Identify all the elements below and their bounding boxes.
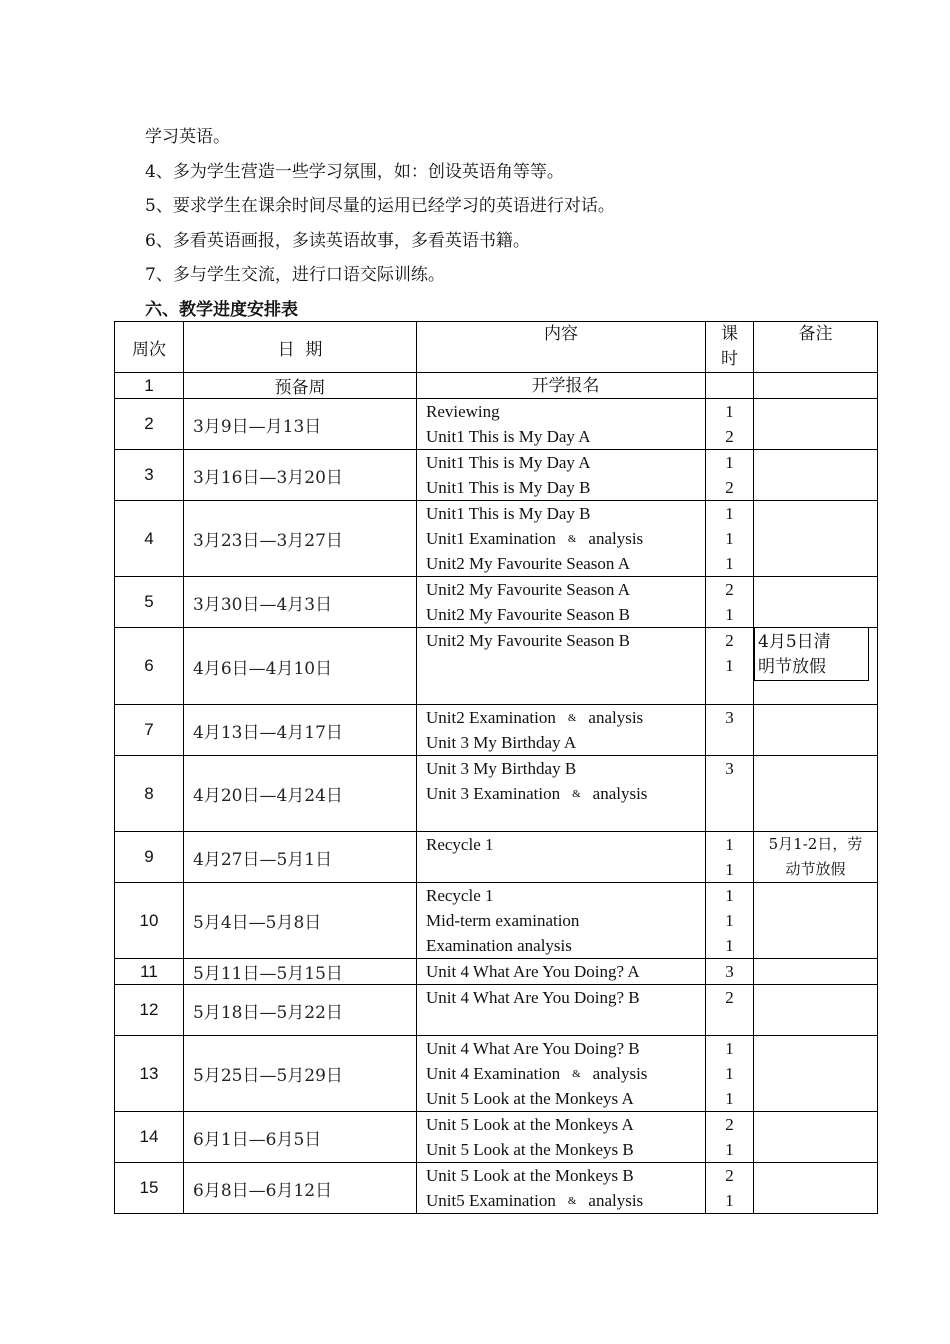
hours-line: 1 [725, 1191, 734, 1210]
content-line: Unit 4 Examination & analysis [426, 1064, 648, 1083]
hours-line: 1 [725, 886, 734, 905]
content-line: Reviewing [426, 402, 500, 421]
note-line: 动节放假 [785, 860, 846, 878]
content-line: Unit1 This is My Day A [426, 453, 591, 472]
table-row [115, 985, 878, 1036]
week-cell: 4 [115, 501, 184, 577]
note-cell [754, 399, 878, 450]
hours-line: 1 [725, 605, 734, 624]
content-line: Unit2 My Favourite Season B [426, 605, 630, 624]
hours-line: 1 [725, 1089, 734, 1108]
date-cell: 4月27日—5月1日 [184, 832, 417, 883]
hours-cell [706, 399, 754, 450]
week-cell: 10 [115, 883, 184, 959]
table-row [115, 1036, 878, 1112]
content-line: Unit 5 Look at the Monkeys A [426, 1115, 634, 1134]
hours-line: 1 [725, 656, 734, 675]
note-line: 5月1-2日，劳 [768, 835, 863, 853]
content-line: Recycle 1 [426, 886, 494, 905]
note-line: 明节放假 [758, 657, 826, 677]
content-line: Unit 4 What Are You Doing? B [426, 988, 640, 1007]
header-note: 备注 [754, 322, 878, 373]
table-row [115, 373, 878, 399]
note-cell [754, 1163, 878, 1214]
hours-line: 1 [725, 936, 734, 955]
hours-cell [706, 577, 754, 628]
hours-cell [706, 985, 754, 1036]
note-cell [754, 450, 878, 501]
hours-line: 3 [725, 708, 734, 727]
date-cell: 4月6日—4月10日 [184, 628, 417, 705]
content-cell [417, 577, 706, 628]
content-line: Unit2 My Favourite Season A [426, 580, 630, 599]
hours-cell [706, 705, 754, 756]
hours-cell [706, 832, 754, 883]
content-cell [417, 705, 706, 756]
hours-line: 1 [725, 529, 734, 548]
table-row [115, 756, 878, 832]
date-cell: 5月18日—5月22日 [184, 985, 417, 1036]
content-line: Unit 3 My Birthday A [426, 733, 577, 752]
hours-cell [706, 373, 754, 399]
date-cell: 4月20日—4月24日 [184, 756, 417, 832]
table-row [115, 577, 878, 628]
hours-line: 1 [725, 1064, 734, 1083]
table-row [115, 628, 878, 705]
content-line: Mid-term examination [426, 911, 580, 930]
hours-line: 1 [725, 402, 734, 421]
content-line: Unit 5 Look at the Monkeys B [426, 1166, 634, 1185]
date-cell: 5月11日—5月15日 [184, 959, 417, 985]
note-cell [754, 501, 878, 577]
hours-line: 2 [725, 478, 734, 497]
hours-cell [706, 450, 754, 501]
note-cell [754, 628, 878, 705]
table-row [115, 1163, 878, 1214]
hours-line: 1 [725, 1140, 734, 1159]
ampersand-glyph: & [572, 788, 581, 800]
table-row [115, 450, 878, 501]
note-cell [754, 373, 878, 399]
date-cell: 5月25日—5月29日 [184, 1036, 417, 1112]
content-line: Unit1 This is My Day B [426, 478, 591, 497]
content-line: Unit 4 What Are You Doing? A [426, 962, 640, 981]
note-cell [754, 959, 878, 985]
header-hours: 课 时 [706, 322, 754, 373]
header-row [115, 322, 878, 373]
note-cell [754, 883, 878, 959]
header-content: 内容 [417, 322, 706, 373]
content-line: Unit 5 Look at the Monkeys B [426, 1140, 634, 1159]
hours-cell [706, 756, 754, 832]
content-cell [417, 501, 706, 577]
hours-line: 2 [725, 427, 734, 446]
date-cell: 4月13日—4月17日 [184, 705, 417, 756]
table-row [115, 1112, 878, 1163]
content-cell [417, 832, 706, 883]
paragraph: 学习英语。 [145, 127, 230, 147]
hours-cell [706, 959, 754, 985]
content-cell [417, 399, 706, 450]
ampersand-glyph: & [572, 1068, 581, 1080]
content-cell [417, 985, 706, 1036]
content-line: Unit1 This is My Day A [426, 427, 591, 446]
note-cell [754, 756, 878, 832]
date-cell: 3月16日—3月20日 [184, 450, 417, 501]
ampersand-glyph: & [567, 712, 577, 724]
hours-line: 2 [725, 988, 734, 1007]
content-line: Recycle 1 [426, 835, 494, 854]
date-cell: 预备周 [184, 373, 417, 399]
hours-line: 2 [725, 1115, 734, 1134]
content-cell [417, 959, 706, 985]
date-cell: 3月9日—月13日 [184, 399, 417, 450]
table-row [115, 399, 878, 450]
content-line: Unit1 Examination & analysis [426, 529, 644, 548]
note-line: 4月5日清 [758, 632, 831, 652]
date-cell: 5月4日—5月8日 [184, 883, 417, 959]
hours-cell [706, 1112, 754, 1163]
content-line: Unit 3 My Birthday B [426, 759, 577, 778]
note-cell [754, 832, 878, 883]
content-cell [417, 628, 706, 705]
week-cell: 5 [115, 577, 184, 628]
hours-line: 3 [725, 759, 734, 778]
date-cell: 3月23日—3月27日 [184, 501, 417, 577]
content-line: Unit 4 What Are You Doing? B [426, 1039, 640, 1058]
content-line: Unit2 My Favourite Season B [426, 631, 630, 650]
week-cell: 6 [115, 628, 184, 705]
week-cell: 14 [115, 1112, 184, 1163]
schedule-table [114, 321, 878, 1214]
paragraph: 6、多看英语画报，多读英语故事，多看英语书籍。 [145, 231, 530, 251]
hours-cell [706, 628, 754, 705]
hours-line: 1 [725, 860, 734, 879]
hours-line: 1 [725, 1039, 734, 1058]
note-box [754, 628, 869, 681]
note-cell [754, 1112, 878, 1163]
content-line: Unit2 My Favourite Season A [426, 554, 630, 573]
ampersand-glyph: & [567, 1195, 577, 1207]
section-title: 六、教学进度安排表 [145, 300, 298, 320]
note-cell [754, 985, 878, 1036]
table-row [115, 705, 878, 756]
content-cell [417, 1036, 706, 1112]
paragraph: 4、多为学生营造一些学习氛围，如：创设英语角等等。 [145, 162, 564, 182]
week-cell: 7 [115, 705, 184, 756]
note-cell [754, 705, 878, 756]
hours-cell [706, 1163, 754, 1214]
hours-line: 2 [725, 580, 734, 599]
content-line: Examination analysis [426, 936, 572, 955]
date-cell: 6月1日—6月5日 [184, 1112, 417, 1163]
table-row [115, 501, 878, 577]
week-cell: 12 [115, 985, 184, 1036]
hours-line: 1 [725, 835, 734, 854]
note-cell [754, 1036, 878, 1112]
hours-line: 1 [725, 554, 734, 573]
table-row [115, 883, 878, 959]
week-cell: 2 [115, 399, 184, 450]
date-cell: 6月8日—6月12日 [184, 1163, 417, 1214]
week-cell: 9 [115, 832, 184, 883]
paragraph: 7、多与学生交流，进行口语交际训练。 [145, 265, 445, 285]
table-row [115, 832, 878, 883]
content-line: Unit 3 Examination & analysis [426, 784, 648, 803]
content-cell [417, 883, 706, 959]
paragraph: 5、要求学生在课余时间尽量的运用已经学习的英语进行对话。 [145, 196, 615, 216]
week-cell: 8 [115, 756, 184, 832]
content-line: 开学报名 [531, 376, 600, 395]
week-cell: 11 [115, 959, 184, 985]
ampersand-glyph: & [567, 533, 577, 545]
content-cell [417, 1112, 706, 1163]
hours-cell [706, 501, 754, 577]
hours-line: 3 [725, 962, 734, 981]
week-cell: 1 [115, 373, 184, 399]
hours-line: 2 [725, 631, 734, 650]
week-cell: 15 [115, 1163, 184, 1214]
content-cell [417, 1163, 706, 1214]
hours-line: 1 [725, 504, 734, 523]
note-cell [754, 577, 878, 628]
content-line: Unit5 Examination & analysis [426, 1191, 644, 1210]
content-line: Unit1 This is My Day B [426, 504, 591, 523]
table-row [115, 959, 878, 985]
header-week: 周次 [115, 322, 184, 373]
content-cell [417, 450, 706, 501]
hours-line: 2 [725, 1166, 734, 1185]
content-cell [417, 373, 706, 399]
hours-line: 1 [725, 911, 734, 930]
date-cell: 3月30日—4月3日 [184, 577, 417, 628]
header-date: 日 期 [184, 322, 417, 373]
hours-cell [706, 1036, 754, 1112]
content-line: Unit2 Examination & analysis [426, 708, 644, 727]
hours-line: 1 [725, 453, 734, 472]
content-cell [417, 756, 706, 832]
week-cell: 3 [115, 450, 184, 501]
week-cell: 13 [115, 1036, 184, 1112]
content-line: Unit 5 Look at the Monkeys A [426, 1089, 634, 1108]
hours-cell [706, 883, 754, 959]
